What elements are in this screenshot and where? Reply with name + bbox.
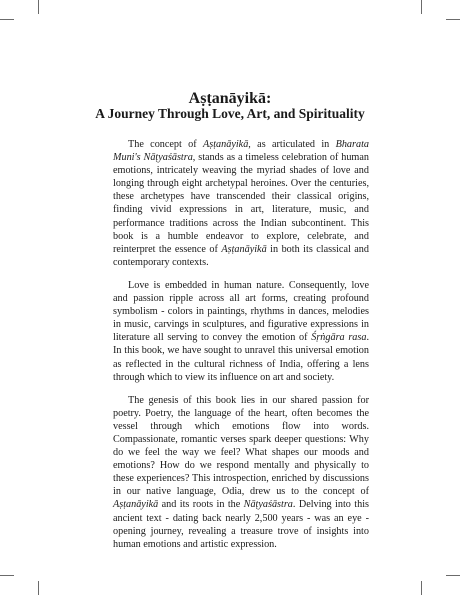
paragraph (113, 394, 369, 551)
italic-text-run: Nāṭyaśāstra (243, 499, 293, 511)
crop-mark-top-right-vertical (421, 0, 422, 14)
italic-text-run: Aṣṭanāyikā (113, 499, 159, 511)
text-run: in both its classical and contemporary contexts. (113, 243, 369, 268)
crop-mark-bottom-right-horizontal (446, 575, 460, 576)
crop-mark-bottom-left-vertical (38, 581, 39, 595)
paragraph (113, 279, 369, 384)
body-text (113, 138, 369, 551)
text-run: . Delving into this ancient text - dating back nearly 2,500 years - was an eye - opening journey, revealing a treasure trove of insights into human emotions and artistic expression. (113, 499, 369, 550)
crop-mark-top-right-horizontal (446, 19, 460, 20)
page-subtitle: A Journey Through Love, Art, and Spirituality (95, 106, 365, 121)
crop-mark-bottom-right-vertical (421, 581, 422, 595)
italic-text-run: Aṣṭanāyikā (203, 139, 249, 150)
crop-mark-bottom-left-horizontal (0, 575, 14, 576)
crop-mark-top-left-horizontal (0, 19, 14, 20)
text-run: The genesis of this book lies in our shared passion for poetry. Poetry, the language of the heart, often becomes the vessel through which emotions flow into words. Compassionate, romantic verses spark deeper questions: Why do we feel the way we feel? What shapes our moods and emotions? How do we respond mentally and physically to these experiences? This introspection, enriched by discussions in our native language, Odia, drew us to the concept of (113, 394, 369, 498)
text-run: . In this book, we have sought to unravel this universal emotion as reflected in the cultural richness of India, offering a lens through which to view its influence on art and society. (113, 332, 369, 383)
page-title: Aṣṭanāyikā: (188, 90, 272, 107)
text-run: , as articulated in (248, 139, 336, 150)
paragraph (113, 138, 369, 269)
text-run: and its roots in the (158, 499, 244, 511)
text-run: Love is embedded in human nature. Consequently, love and passion ripple across all art forms, creating profound symbolism - colors in paintings, rhythms in dances, melodies in music, carvings in sculptures, and figurative expressions in literature all serving to convey the emotion of (113, 279, 369, 344)
italic-text-run: Bharata Muni's Nāṭyaśāstra (113, 139, 369, 164)
text-run: , stands as a timeless celebration of human emotions, intricately weaving the myriad shades of love and longing through eight archetypal heroines. Over the centuries, these archetypes have transcended their classical origins, finding vivid expressions in art, literature, music, and performance traditions across the Indian subcontinent. This book is a humble endeavor to explore, celebrate, and reinterpret the essence of (113, 152, 369, 255)
crop-mark-top-left-vertical (38, 0, 39, 14)
text-run: The concept of (128, 139, 204, 150)
italic-text-run: Aṣṭanāyikā (221, 243, 267, 255)
italic-text-run: Śṛṅgāra rasa (311, 332, 367, 344)
